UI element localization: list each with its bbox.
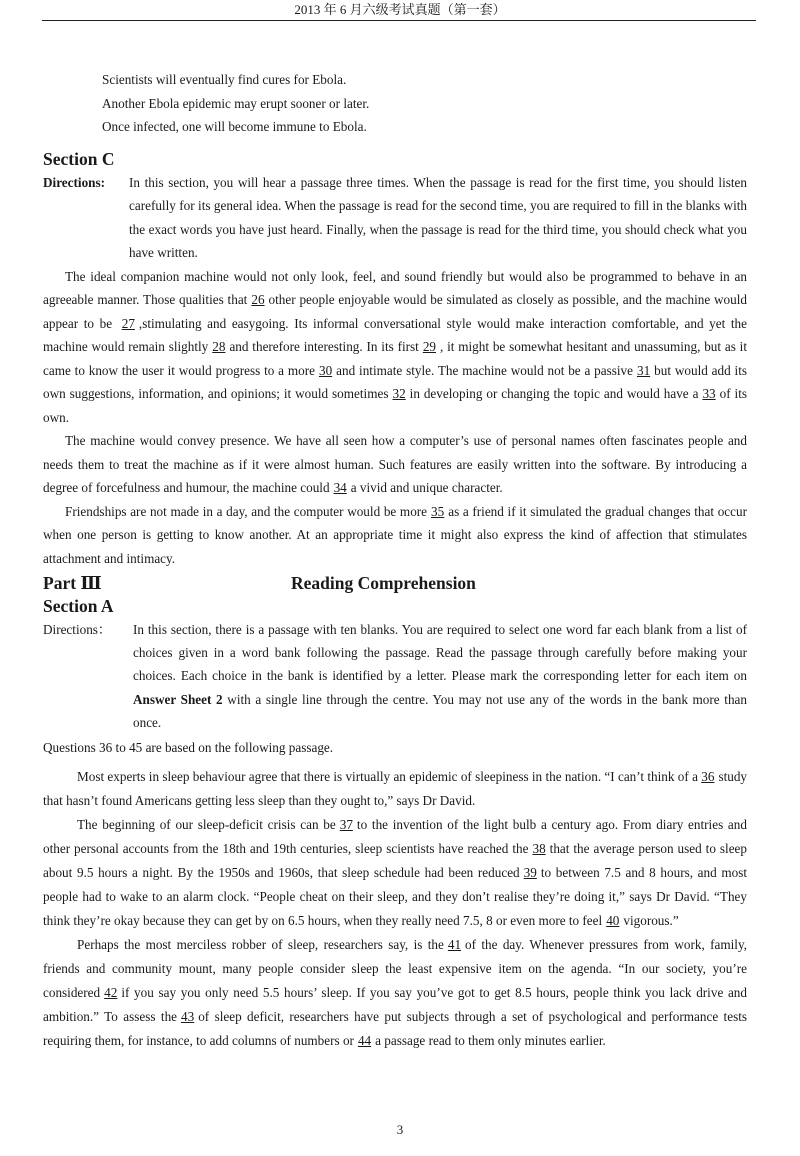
- answer-option: Scientists will eventually find cures for Ebola.: [102, 72, 347, 87]
- page-number: 3: [396, 1122, 404, 1137]
- passage-text: Most experts in sleep behaviour agree that there is virtually an epidemic of sleepiness in the nation. “I can’t think of a: [77, 769, 698, 785]
- blank-43: 43: [181, 1009, 195, 1025]
- passage-text: , it might be somewhat hesitant and unassuming, but as it came to know the user it would progress to a more: [43, 339, 747, 378]
- passage-paragraph: [43, 813, 747, 933]
- passage-text: The beginning of our sleep-deficit crisis can be: [77, 817, 336, 833]
- passage-text: The ideal companion machine would not only look, feel, and sound friendly but would also be programmed to behave in an agreeable manner. Those qualities that: [43, 268, 747, 307]
- directions-text: with a single line through the centre. You may not use any of the words in the bank more than once.: [133, 691, 748, 730]
- passage-text: ,stimulating and easygoing. Its informal conversational style would make interaction comfortable, and yet the machine would remain slightly: [43, 315, 748, 354]
- blank-37: 37: [339, 817, 353, 833]
- passage-paragraph: [43, 500, 747, 571]
- section-c-title: Section C: [43, 148, 115, 169]
- section-a-title: Section A: [43, 596, 114, 616]
- passage-text: to between 7.5 and 8 hours, and most people had to wake to an alarm clock. “People cheat on their sleep, and they don’t realise they’re doing it,” says Dr David. “They think they’re okay because they can get by on 6.5 hours, when they really need 7.5, 8 or even more to feel: [43, 865, 748, 929]
- blank-28: 28: [212, 339, 226, 354]
- blank-27: 27: [121, 315, 135, 331]
- blank-40: 40: [606, 913, 620, 929]
- passage-text: Friendships are not made in a day, and the computer would be more: [65, 503, 428, 519]
- passage-text: of its own.: [43, 386, 747, 425]
- section-a-directions: [43, 618, 747, 734]
- questions-note: Questions 36 to 45 are based on the following passage.: [43, 740, 334, 756]
- answer-sheet-label: Answer Sheet 2: [133, 691, 223, 707]
- passage-text: but would add its own suggestions, information, and opinions; it would sometimes: [43, 362, 747, 401]
- passage-paragraph: [43, 429, 747, 500]
- passage-paragraph: [43, 265, 747, 430]
- passage-text: vigorous.”: [623, 913, 679, 929]
- passage-paragraph: [43, 765, 747, 813]
- blank-35: 35: [431, 503, 445, 519]
- passage-text: study that hasn’t found Americans getting less sleep than they ought to,” says Dr David.: [43, 769, 748, 809]
- answer-option: Once infected, one will become immune to Ebola.: [102, 119, 367, 134]
- blank-26: 26: [251, 292, 265, 307]
- blank-41: 41: [447, 937, 462, 953]
- directions-label: Directions:: [43, 174, 106, 190]
- passage-text: Perhaps the most merciless robber of sleep, researchers say, is the: [77, 937, 444, 953]
- passage-text: as a friend if it simulated the gradual changes that occur when one person is getting to know another. At an appropriate time it might also express the kind of affection that stimulates attachment and intimacy.: [43, 503, 747, 566]
- passage-text: and intimate style. The machine would not be a passive: [336, 362, 633, 378]
- part-title: Reading Comprehension: [291, 573, 476, 593]
- blank-39: 39: [523, 865, 537, 881]
- passage-text: The machine would convey presence. We have all seen how a computer’s use of personal names often fascinates people and needs them to treat the machine as if it were almost human. Such features are easily written into the software. By introducing a degree of forcefulness and humour, the machine could: [43, 433, 747, 495]
- blank-29: 29: [422, 339, 436, 354]
- passage-text: and therefore interesting. In its first: [229, 339, 419, 354]
- page-header: 2013 年 6 月六级考试真题（第一套）: [294, 2, 506, 17]
- answer-option: Another Ebola epidemic may erupt sooner or later.: [102, 95, 370, 111]
- blank-33: 33: [702, 386, 716, 401]
- part-heading: [43, 572, 747, 595]
- directions-text: In this section, you will hear a passage three times. When the passage is read for the first time, you should listen carefully for its general idea. When the passage is read for the second time, you are required to fill in the blanks with the exact words you have just heard. Finally, when the passage is read for the third time, you should check what you have written.: [129, 174, 747, 260]
- blank-34: 34: [333, 480, 347, 495]
- blank-42: 42: [104, 985, 118, 1001]
- passage-text: a passage read to them only minutes earlier.: [375, 1033, 606, 1049]
- blank-30: 30: [318, 362, 333, 378]
- directions-text: In this section, there is a passage with ten blanks. You are required to select one word far each blank from a list of choices given in a word bank following the passage. Read the passage through carefully before making your choices. Each choice in the bank is identified by a letter. Please mark the corresponding letter for each item on: [133, 622, 747, 684]
- blank-44: 44: [357, 1033, 372, 1049]
- passage-text: other people enjoyable would be simulated as closely as possible, and the machine would appear to be: [43, 292, 747, 331]
- passage-text: a vivid and unique character.: [350, 480, 503, 495]
- blank-36: 36: [701, 769, 715, 785]
- passage-paragraph: [43, 933, 747, 1053]
- passage-text: in developing or changing the topic and would have a: [409, 386, 699, 401]
- header-rule: [42, 20, 756, 21]
- passage-text: to the invention of the light bulb a century ago. From diary entries and other personal accounts from the 18th and 19th centuries, sleep scientists have reached the: [43, 817, 747, 857]
- directions-label: Directions：: [43, 622, 112, 637]
- passage-text: that the average person used to sleep about 9.5 hours a night. By the 1950s and 1960s, that sleep schedule had been reduced: [43, 841, 748, 881]
- blank-32: 32: [392, 386, 406, 401]
- section-c-directions: [43, 171, 747, 265]
- blank-31: 31: [636, 362, 651, 378]
- part-number: Part Ⅲ: [43, 573, 102, 593]
- passage-text: if you say you only need 5.5 hours’ sleep. If you say you’ve got to get 8.5 hours, people think you lack drive and ambition.” To assess the: [43, 985, 747, 1025]
- passage-text: of sleep deficit, researchers have put subjects through a set of psychological and performance tests requiring them, for instance, to add columns of numbers or: [43, 1009, 747, 1049]
- blank-38: 38: [532, 841, 546, 857]
- passage-text: of the day. Whenever pressures from work, family, friends and community mount, many people consider sleep the least expensive item on the agenda. “In our society, you’re considered: [43, 937, 747, 1001]
- page-content: [43, 68, 747, 1053]
